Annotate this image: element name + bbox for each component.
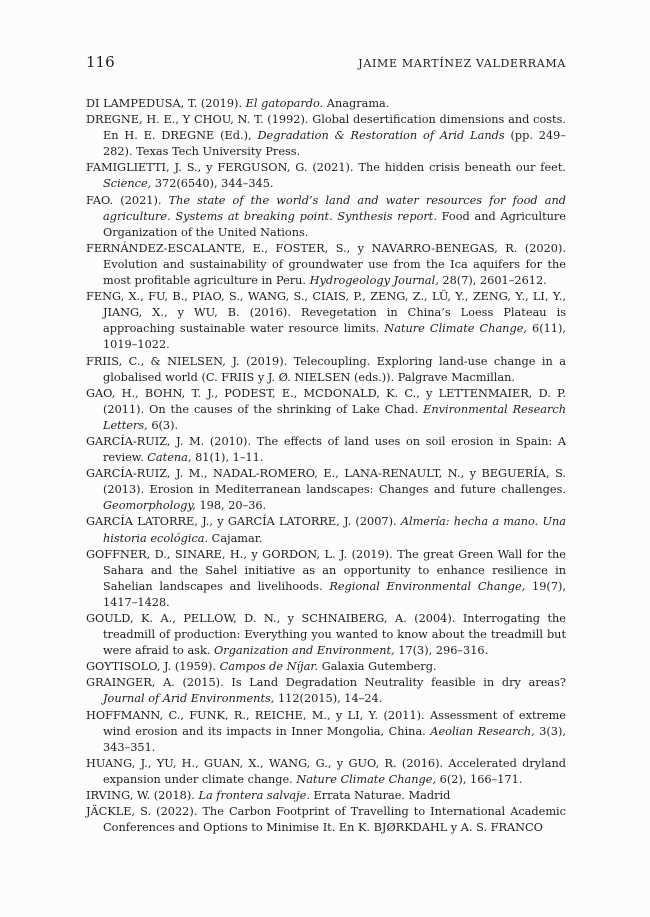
reference-text: GARCÍA-RUIZ, J. M., NADAL-ROMERO, E., LANA-RENAULT, N., y BEGUERÍA, S. (2013). Erosion in Mediterranean landscapes: Changes and future challenges.: [86, 467, 566, 497]
reference-text: GOFFNER, D., SINARE, H., y GORDON, L. J. (2019). The great Green Wall for the Sahara and the Sahel initiative as an opportunity to enhance resilience in Sahelian landscapes and livelihoods.: [86, 547, 566, 593]
reference-entry: [86, 193, 566, 241]
reference-text: Food and Agriculture Organization of the United Nations.: [103, 209, 566, 239]
reference-entry: [86, 675, 566, 707]
reference-text: 17(3), 296–316.: [394, 644, 489, 658]
reference-entry: [86, 160, 566, 192]
reference-entry: [86, 96, 566, 112]
reference-text: Galaxia Gutemberg.: [318, 660, 437, 674]
reference-entry: [86, 514, 566, 546]
reference-text: HUANG, J., YU, H., GUAN, X., WANG, G., y GUO, R. (2016). Accelerated dryland expansion under climate change.: [86, 756, 566, 786]
reference-italic-text: Environmental Research Letters,: [103, 402, 567, 432]
reference-text: 198, 20–36.: [195, 499, 267, 513]
reference-italic-text: Journal of Arid Environments,: [103, 692, 275, 706]
reference-entry: [86, 611, 566, 659]
reference-entry: [86, 547, 566, 611]
reference-italic-text: Regional Environmental Change,: [329, 579, 526, 593]
reference-text: Errata Naturae. Madrid: [309, 789, 451, 803]
reference-text: DI LAMPEDUSA, T. (2019).: [86, 97, 246, 110]
reference-text: GAO, H., BOHN, T. J., PODEST, E., MCDONALD, K. C., y LETTENMAIER, D. P. (2011). On the causes of the shrinking of Lake Chad.: [86, 386, 566, 416]
reference-entry: [86, 804, 566, 836]
reference-text: GOULD, K. A., PELLOW, D. N., y SCHNAIBERG, A. (2004). Interrogating the treadmill of production: Everything you wanted to know about the treadmill but were afraid to ask.: [86, 612, 566, 658]
reference-entry: [86, 289, 566, 353]
reference-text: Anagrama.: [323, 97, 390, 110]
reference-italic-text: The state of the world’s land and water resources for food and agriculture. Systems at breaking point. Synthesis report.: [103, 193, 566, 223]
reference-text: HOFFMANN, C., FUNK, R., REICHE, M., y LI, Y. (2011). Assessment of extreme wind erosion and its impacts in Inner Mongolia, China.: [86, 708, 566, 738]
reference-text: GARCÍA LATORRE, J., y GARCÍA LATORRE, J. (2007).: [86, 515, 401, 529]
reference-text: FERNÁNDEZ-ESCALANTE, E., FOSTER, S., y NAVARRO-BENEGAS, R. (2020). Evolution and sustainability of groundwater use from the Ica aquifers for the most profitable agriculture in Peru.: [86, 241, 566, 288]
reference-italic-text: Nature Climate Change,: [384, 322, 527, 336]
reference-entry: [86, 708, 566, 756]
reference-entry: [86, 354, 566, 386]
reference-text: GOYTISOLO, J. (1959).: [86, 660, 220, 674]
reference-entry: [86, 112, 566, 160]
reference-italic-text: Geomorphology,: [103, 499, 196, 513]
reference-italic-text: La frontera salvaje.: [198, 789, 310, 803]
reference-text: 6(11), 1019–1022.: [103, 322, 566, 352]
reference-text: 19(7), 1417–1428.: [103, 579, 567, 609]
reference-entry: [86, 659, 566, 675]
reference-text: FAMIGLIETTI, J. S., y FERGUSON, G. (2021). The hidden crisis beneath our feet.: [86, 161, 566, 175]
reference-italic-text: Aeolian Research,: [430, 724, 535, 738]
reference-text: FENG, X., FU, B., PIAO, S., WANG, S., CIAIS, P., ZENG, Z., LÜ, Y., ZENG, Y., LI, Y., JIANG, X., y WU, B. (2016). Revegetation in China’s Loess Plateau is approaching sustainable water resource limits.: [86, 290, 566, 336]
reference-entry: [86, 434, 566, 466]
reference-entry: [86, 756, 566, 788]
reference-entry: [86, 466, 566, 514]
reference-text: 6(3).: [147, 418, 179, 432]
reference-entry: [86, 241, 566, 289]
reference-text: Cajamar.: [208, 531, 263, 545]
reference-italic-text: Degradation & Restoration of Arid Lands: [257, 129, 505, 143]
reference-text: 81(1), 1–11.: [191, 451, 264, 465]
reference-italic-text: El gatopardo.: [245, 97, 324, 110]
reference-text: DREGNE, H. E., Y CHOU, N. T. (1992). Global desertification dimensions and costs. En H. E. DREGNE (Ed.),: [86, 113, 566, 143]
reference-text: 372(6540), 344–345.: [151, 177, 274, 191]
reference-text: IRVING, W. (2018).: [86, 789, 199, 803]
reference-text: FRIIS, C., & NIELSEN, J. (2019). Telecoupling. Exploring land-use change in a globalised world (C. FRIIS y J. Ø. NIELSEN (eds.)). Palgrave Macmillan.: [86, 354, 566, 384]
reference-italic-text: Nature Climate Change,: [296, 772, 437, 786]
reference-text: GARCÍA-RUIZ, J. M. (2010). The effects of land uses on soil erosion in Spain: A review.: [86, 434, 566, 465]
reference-entry: [86, 386, 566, 434]
reference-text: 3(3), 343–351.: [103, 724, 566, 754]
reference-text: FAO. (2021).: [86, 193, 169, 207]
reference-italic-text: Almería: hecha a mano. Una historia ecológica.: [103, 515, 566, 545]
reference-italic-text: Organization and Environment,: [214, 644, 395, 658]
reference-italic-text: Campos de Níjar.: [219, 660, 319, 674]
reference-italic-text: Science,: [103, 177, 152, 191]
reference-text: GRAINGER, A. (2015). Is Land Degradation Neutrality feasible in dry areas?: [86, 676, 566, 690]
page-number: 116: [86, 53, 115, 71]
reference-italic-text: Catena,: [147, 451, 192, 465]
reference-text: 6(2), 166–171.: [436, 772, 523, 786]
reference-text: JÄCKLE, S. (2022). The Carbon Footprint of Travelling to International Academic Conferences and Options to Minimise It. En K. BJØRKDAHL y A. S. FRANCO: [86, 805, 566, 835]
page-header: [86, 53, 566, 71]
reference-text: 28(7), 2601–2612.: [438, 274, 547, 288]
reference-list: [86, 96, 566, 836]
reference-italic-text: Hydrogeology Journal,: [309, 274, 439, 288]
reference-text: 112(2015), 14–24.: [274, 692, 383, 706]
reference-text: (pp. 249–282). Texas Tech University Press.: [103, 129, 566, 159]
running-head: JAIME MARTÍNEZ VALDERRAMA: [358, 57, 566, 70]
reference-entry: [86, 788, 566, 804]
